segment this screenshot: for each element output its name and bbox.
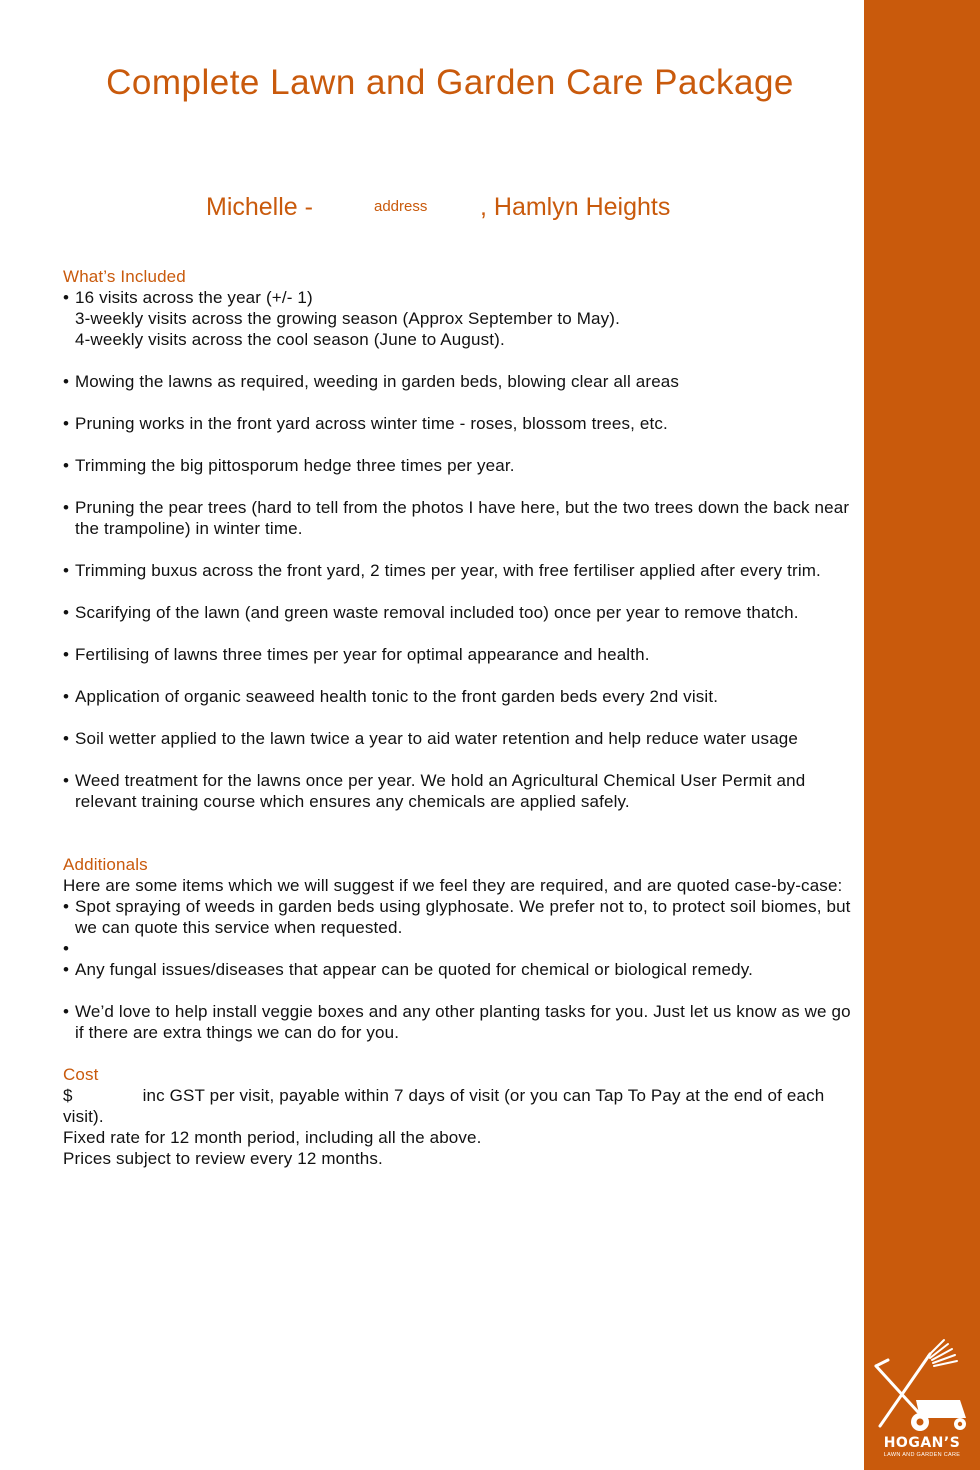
list-item: • Pruning the pear trees (hard to tell from the photos I have here, but the two trees down the back near the trampoline) in winter time. <box>63 497 853 539</box>
list-item: • Application of organic seaweed health tonic to the front garden beds every 2nd visit. <box>63 686 853 707</box>
list-item: • Mowing the lawns as required, weeding in garden beds, blowing clear all areas <box>63 371 853 392</box>
lawnmower-rake-icon <box>868 1338 976 1435</box>
list-item: • Fertilising of lawns three times per year for optimal appearance and health. <box>63 644 853 665</box>
additionals-intro: Here are some items which we will suggest if we feel they are required, and are quoted case-by-case: <box>63 876 843 895</box>
empty-list-item <box>63 938 853 959</box>
list-item: • Trimming buxus across the front yard, 2 times per year, with free fertiliser applied after every trim. <box>63 560 853 581</box>
cost-rate-text: inc GST per visit, payable within 7 days of visit (or you can Tap To Pay at the end of each visit). <box>63 1086 825 1126</box>
cost-review-note: Prices subject to review every 12 months. <box>63 1149 383 1168</box>
visits-summary: • 16 visits across the year (+/- 1) <box>75 288 313 307</box>
brand-tagline: LAWN AND GARDEN CARE <box>883 1452 961 1458</box>
page-title: Complete Lawn and Garden Care Package <box>106 63 794 102</box>
cost-heading: Cost <box>63 1065 99 1084</box>
brand-name: HOGAN’S <box>883 1435 961 1451</box>
client-suburb: , Hamlyn Heights <box>480 193 671 221</box>
brand-sidebar <box>864 0 980 1470</box>
list-item <box>63 287 853 350</box>
list-item: • We’d love to help install veggie boxes and any other planting tasks for you. Just let us know as we go if there are extra things we can do for you. <box>63 1001 853 1043</box>
additionals-heading: Additionals <box>63 855 148 874</box>
list-item: • Pruning works in the front yard across winter time - roses, blossom trees, etc. <box>63 413 853 434</box>
list-item: • Scarifying of the lawn (and green waste removal included too) once per year to remove thatch. <box>63 602 853 623</box>
client-address-placeholder: address <box>374 198 428 215</box>
list-item: • Trimming the big pittosporum hedge three times per year. <box>63 455 853 476</box>
cost-rate <box>63 1085 853 1127</box>
additionals-list <box>63 896 853 1043</box>
client-line <box>0 190 864 224</box>
cost-currency: $ <box>63 1086 73 1105</box>
hogans-logo <box>868 1338 976 1468</box>
cost-fixed-rate: Fixed rate for 12 month period, including all the above. <box>63 1128 482 1147</box>
quote-body <box>63 266 853 1169</box>
list-item: • Soil wetter applied to the lawn twice a year to aid water retention and help reduce water usage <box>63 728 853 749</box>
list-item: • Spot spraying of weeds in garden beds using glyphosate. We prefer not to, to protect soil biomes, but we can quote this service when requested. <box>63 896 853 938</box>
list-item: • Weed treatment for the lawns once per year. We hold an Agricultural Chemical User Permit and relevant training course which ensures any chemicals are applied safely. <box>63 770 853 812</box>
visits-cool-season: 4-weekly visits across the cool season (June to August). <box>75 330 505 349</box>
list-item: • Any fungal issues/diseases that appear can be quoted for chemical or biological remedy. <box>63 959 853 980</box>
client-name: Michelle - <box>206 193 313 221</box>
included-list <box>63 287 853 812</box>
included-heading: What’s Included <box>63 267 186 286</box>
visits-growing-season: 3-weekly visits across the growing season (Approx September to May). <box>75 309 620 328</box>
